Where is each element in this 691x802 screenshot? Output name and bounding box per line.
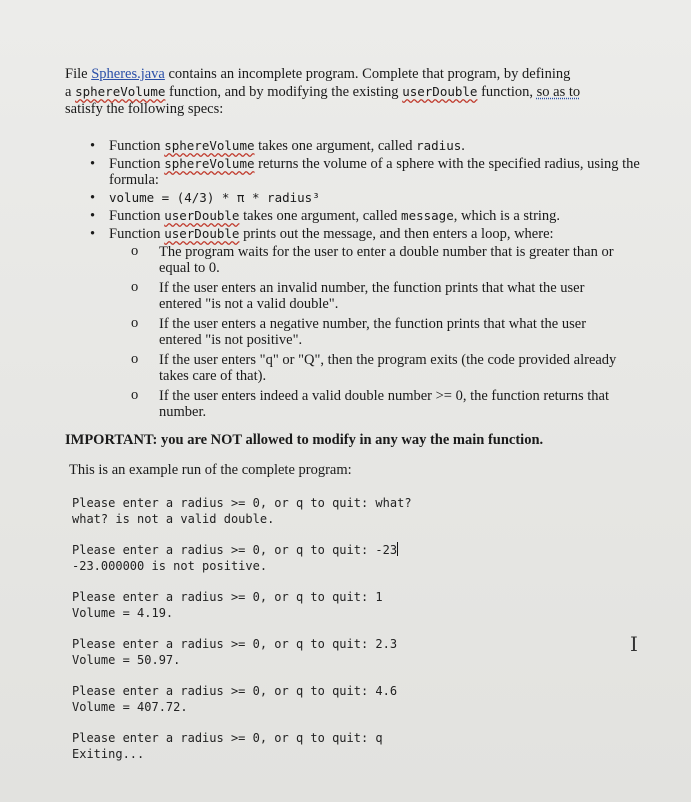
important-note: IMPORTANT: you are NOT allowed to modify in any way the main function. bbox=[65, 432, 544, 448]
intro-line-1 bbox=[65, 66, 665, 83]
list-item bbox=[90, 190, 650, 206]
run-line: Please enter a radius >= 0, or q to quit: q bbox=[72, 731, 383, 745]
run-line: Volume = 50.97. bbox=[72, 653, 181, 667]
rule-text: If the user enters an invalid number, the function prints that what the user entered "is not a valid double". bbox=[159, 280, 585, 312]
list-item bbox=[90, 156, 650, 188]
spec-text: prints out the message, and then enters a loop, where: bbox=[239, 226, 554, 242]
run-block bbox=[72, 730, 412, 762]
circle-bullet-icon: o bbox=[131, 243, 139, 259]
list-item bbox=[109, 244, 650, 276]
intro-text: contains an incomplete program. Complete that program, by defining bbox=[164, 66, 571, 82]
text-caret bbox=[397, 542, 398, 556]
spec-text: takes one argument, called bbox=[239, 208, 402, 224]
bullet-icon: • bbox=[90, 226, 96, 242]
text-cursor-icon: I bbox=[630, 632, 638, 656]
so-as-to-text: so as to bbox=[536, 84, 581, 100]
spec-text: takes one argument, called bbox=[254, 138, 417, 154]
bullet-icon: • bbox=[90, 190, 96, 206]
list-item bbox=[90, 208, 650, 224]
run-line: -23.000000 is not positive. bbox=[72, 559, 268, 573]
spec-text: Function bbox=[109, 208, 165, 224]
user-double-code: userDouble bbox=[164, 226, 240, 241]
user-double-code: userDouble bbox=[402, 84, 478, 99]
sphere-volume-code: sphereVolume bbox=[164, 156, 255, 171]
run-line bbox=[72, 542, 412, 558]
example-label: This is an example run of the complete program: bbox=[69, 462, 352, 478]
bullet-icon: • bbox=[90, 156, 96, 172]
list-item bbox=[109, 388, 650, 420]
spec-text: . bbox=[461, 138, 465, 154]
list-item bbox=[90, 226, 650, 420]
run-line: Please enter a radius >= 0, or q to quit: 2.3 bbox=[72, 637, 398, 651]
intro-text: a bbox=[65, 84, 76, 100]
spec-text: , which is a string. bbox=[453, 208, 561, 224]
user-double-code: userDouble bbox=[164, 208, 240, 223]
run-block bbox=[72, 683, 412, 715]
rule-text: If the user enters indeed a valid double number >= 0, the function returns that number. bbox=[159, 388, 610, 420]
bullet-icon: • bbox=[90, 138, 96, 154]
list-item bbox=[109, 280, 650, 312]
intro-text: function, bbox=[477, 84, 537, 100]
specs-list bbox=[90, 138, 650, 424]
run-line: Please enter a radius >= 0, or q to quit: 4.6 bbox=[72, 684, 398, 698]
example-run-output bbox=[72, 495, 412, 777]
rule-text: If the user enters a negative number, the function prints that what the user entered "is not positive". bbox=[159, 316, 587, 348]
run-line: Volume = 4.19. bbox=[72, 606, 174, 620]
formula-code: volume = (4/3) * π * radius³ bbox=[109, 190, 320, 205]
intro-text: File bbox=[65, 66, 92, 82]
run-line: Exiting... bbox=[72, 747, 145, 761]
run-line: Please enter a radius >= 0, or q to quit: 1 bbox=[72, 590, 383, 604]
run-block bbox=[72, 636, 412, 668]
intro-text: function, and by modifying the existing bbox=[165, 84, 403, 100]
spec-text: Function bbox=[109, 138, 165, 154]
circle-bullet-icon: o bbox=[131, 351, 139, 367]
loop-rules-list bbox=[109, 244, 650, 420]
intro-line-2 bbox=[65, 83, 665, 101]
run-line: Volume = 407.72. bbox=[72, 700, 188, 714]
intro-line-3: satisfy the following specs: bbox=[65, 101, 224, 117]
spec-text: returns the volume of a sphere with the specified radius, using the formula: bbox=[109, 156, 640, 188]
intro-paragraph bbox=[65, 66, 665, 118]
list-item bbox=[109, 316, 650, 348]
list-item bbox=[90, 138, 650, 154]
run-line-text: Please enter a radius >= 0, or q to quit: -23 bbox=[72, 543, 398, 557]
sphere-volume-code: sphereVolume bbox=[75, 84, 166, 99]
run-block bbox=[72, 542, 412, 574]
circle-bullet-icon: o bbox=[131, 387, 139, 403]
spec-text: Function bbox=[109, 156, 165, 172]
run-block bbox=[72, 589, 412, 621]
sphere-volume-code: sphereVolume bbox=[164, 138, 255, 153]
bullet-icon: • bbox=[90, 208, 96, 224]
circle-bullet-icon: o bbox=[131, 315, 139, 331]
radius-code: radius bbox=[416, 138, 462, 153]
rule-text: The program waits for the user to enter a double number that is greater than or equal to 0. bbox=[159, 244, 614, 276]
run-line: what? is not a valid double. bbox=[72, 512, 275, 526]
spec-text: Function bbox=[109, 226, 165, 242]
run-block bbox=[72, 495, 412, 527]
spheres-java-link[interactable]: Spheres.java bbox=[91, 66, 165, 82]
message-code: message bbox=[401, 208, 454, 223]
run-line: Please enter a radius >= 0, or q to quit: what? bbox=[72, 496, 412, 510]
circle-bullet-icon: o bbox=[131, 279, 139, 295]
rule-text: If the user enters "q" or "Q", then the program exits (the code provided already takes care of that). bbox=[159, 352, 617, 384]
list-item bbox=[109, 352, 650, 384]
